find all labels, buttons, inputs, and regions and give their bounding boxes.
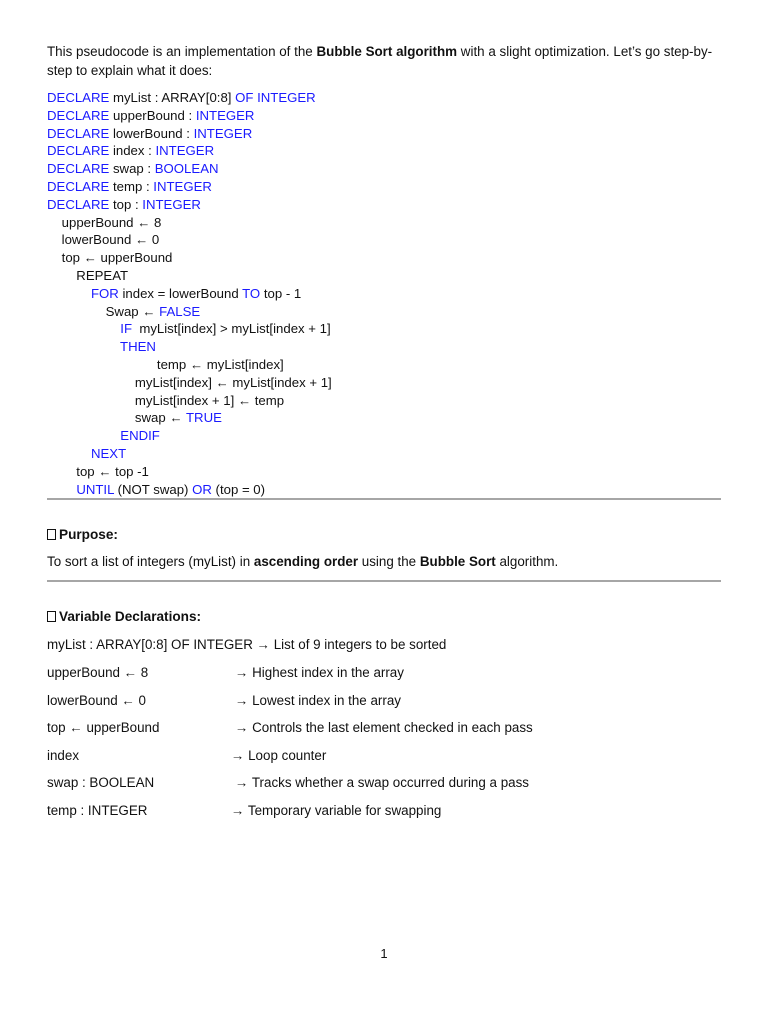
code-keyword: OR — [192, 481, 212, 497]
intro-text-1: This pseudocode is an implementation of the — [47, 44, 317, 59]
code-keyword: DECLARE — [47, 196, 110, 212]
code-text: top ← top -1 — [47, 463, 149, 479]
variable-name: temp : INTEGER — [47, 802, 148, 818]
code-line — [47, 427, 332, 445]
code-text — [47, 482, 76, 497]
code-text: myList[index] ← myList[index + 1] — [47, 374, 332, 390]
code-keyword: INTEGER — [142, 196, 201, 212]
code-line — [47, 214, 332, 232]
code-text: index = lowerBound — [118, 285, 243, 301]
code-text: swap : — [109, 161, 155, 177]
code-text: index : — [109, 143, 156, 159]
code-text: swap ← — [47, 410, 186, 426]
code-keyword: OF INTEGER — [235, 90, 316, 105]
code-keyword: IF — [120, 321, 133, 337]
variable-description: → Temporary variable for swapping — [231, 802, 442, 818]
code-line — [47, 196, 332, 214]
code-line — [47, 356, 332, 374]
code-text: temp ← myList[index] — [47, 356, 284, 372]
code-keyword: INTEGER — [155, 143, 215, 159]
code-keyword: NEXT — [90, 445, 127, 461]
variable-description: → Loop counter — [231, 747, 327, 763]
code-line — [47, 125, 332, 143]
code-line — [47, 107, 332, 125]
code-text: (top = 0) — [211, 481, 266, 497]
purpose-text-1: To sort a list of integers (myList) in — [47, 554, 254, 569]
purpose-paragraph — [47, 554, 558, 569]
variables-first-line: myList : ARRAY[0:8] OF INTEGER → List of 9 integers to be sorted — [47, 637, 447, 652]
code-keyword: DECLARE — [47, 125, 110, 141]
code-text: top ← upperBound — [47, 250, 173, 266]
code-line — [47, 249, 332, 267]
code-text — [47, 446, 91, 461]
variable-description: → Lowest index in the array — [235, 692, 401, 708]
intro-text-2: with a slight optimization. Let’s go step-by-step to explain what it does: — [47, 44, 713, 78]
code-keyword: UNTIL — [76, 481, 114, 497]
purpose-heading — [47, 527, 118, 542]
code-line — [47, 481, 332, 499]
code-keyword: ENDIF — [120, 428, 160, 444]
variable-description: → Controls the last element checked in each pass — [235, 720, 533, 735]
variable-name: lowerBound ← 0 — [47, 692, 146, 708]
code-keyword: DECLARE — [47, 143, 110, 159]
purpose-bold-2: Bubble Sort — [419, 554, 496, 569]
pseudocode-block — [47, 89, 332, 498]
code-text: upperBound : — [109, 107, 196, 123]
variable-row — [47, 665, 721, 684]
code-line — [47, 267, 332, 285]
variable-name: top ← upperBound — [47, 720, 160, 735]
code-text — [47, 286, 91, 301]
code-keyword: DECLARE — [47, 161, 110, 177]
code-keyword: DECLARE — [47, 178, 110, 194]
code-text: lowerBound ← 0 — [47, 232, 160, 248]
code-keyword: INTEGER — [195, 107, 255, 123]
code-line — [47, 89, 332, 107]
variables-heading — [47, 609, 201, 624]
variables-heading-text: Variable Declarations: — [59, 609, 202, 624]
code-keyword: DECLARE — [47, 107, 110, 123]
missing-emoji-icon — [47, 529, 56, 540]
code-keyword: BOOLEAN — [154, 161, 219, 177]
code-line — [47, 231, 332, 249]
code-text: top : — [109, 196, 143, 212]
code-line — [47, 285, 332, 303]
purpose-text-2: using the — [358, 554, 420, 569]
code-text: (NOT swap) — [113, 481, 193, 497]
variable-row — [47, 693, 721, 712]
code-keyword: TRUE — [186, 410, 222, 426]
code-text: myList[index] > myList[index + 1] — [132, 321, 331, 337]
divider-1 — [47, 498, 721, 500]
code-text: upperBound ← 8 — [47, 214, 162, 230]
code-text: myList : ARRAY[0:8] — [109, 90, 236, 105]
variable-row — [47, 803, 721, 822]
code-keyword: INTEGER — [193, 125, 253, 141]
code-line — [47, 392, 332, 410]
code-line — [47, 445, 332, 463]
code-line — [47, 409, 332, 427]
purpose-heading-text: Purpose: — [59, 527, 118, 542]
purpose-text-3: algorithm. — [495, 554, 559, 569]
code-line — [47, 142, 332, 160]
variable-name: upperBound ← 8 — [47, 665, 149, 680]
code-text — [47, 339, 120, 354]
code-keyword: INTEGER — [153, 178, 212, 194]
variable-row — [47, 775, 721, 794]
purpose-bold-1: ascending order — [253, 554, 359, 569]
code-line — [47, 303, 332, 321]
code-line — [47, 338, 332, 356]
code-text: temp : — [109, 178, 154, 194]
code-text — [47, 321, 120, 336]
variable-description: → Highest index in the array — [235, 665, 404, 680]
code-keyword: FOR — [90, 285, 119, 301]
divider-2 — [47, 580, 721, 582]
missing-emoji-icon — [47, 611, 56, 622]
code-line — [47, 178, 332, 196]
code-line — [47, 374, 332, 392]
variable-row — [47, 748, 721, 767]
variable-name: index — [47, 747, 80, 763]
code-text: top - 1 — [260, 285, 302, 301]
code-keyword: DECLARE — [47, 90, 110, 105]
code-text: myList[index + 1] ← temp — [47, 392, 285, 408]
variable-description: → Tracks whether a swap occurred during a pass — [235, 775, 529, 790]
code-line — [47, 160, 332, 178]
code-line — [47, 463, 332, 481]
code-text: lowerBound : — [109, 125, 194, 141]
intro-paragraph — [47, 42, 717, 80]
code-keyword: TO — [242, 285, 261, 301]
variable-row — [47, 720, 721, 739]
page-number: 1 — [380, 946, 388, 961]
code-text: REPEAT — [47, 267, 129, 283]
code-keyword: THEN — [120, 339, 156, 355]
code-line — [47, 320, 332, 338]
code-text — [47, 428, 120, 443]
variable-name: swap : BOOLEAN — [47, 775, 155, 790]
code-keyword: FALSE — [159, 303, 201, 319]
intro-bold-term: Bubble Sort algorithm — [316, 44, 458, 59]
code-text: Swap ← — [47, 303, 160, 319]
